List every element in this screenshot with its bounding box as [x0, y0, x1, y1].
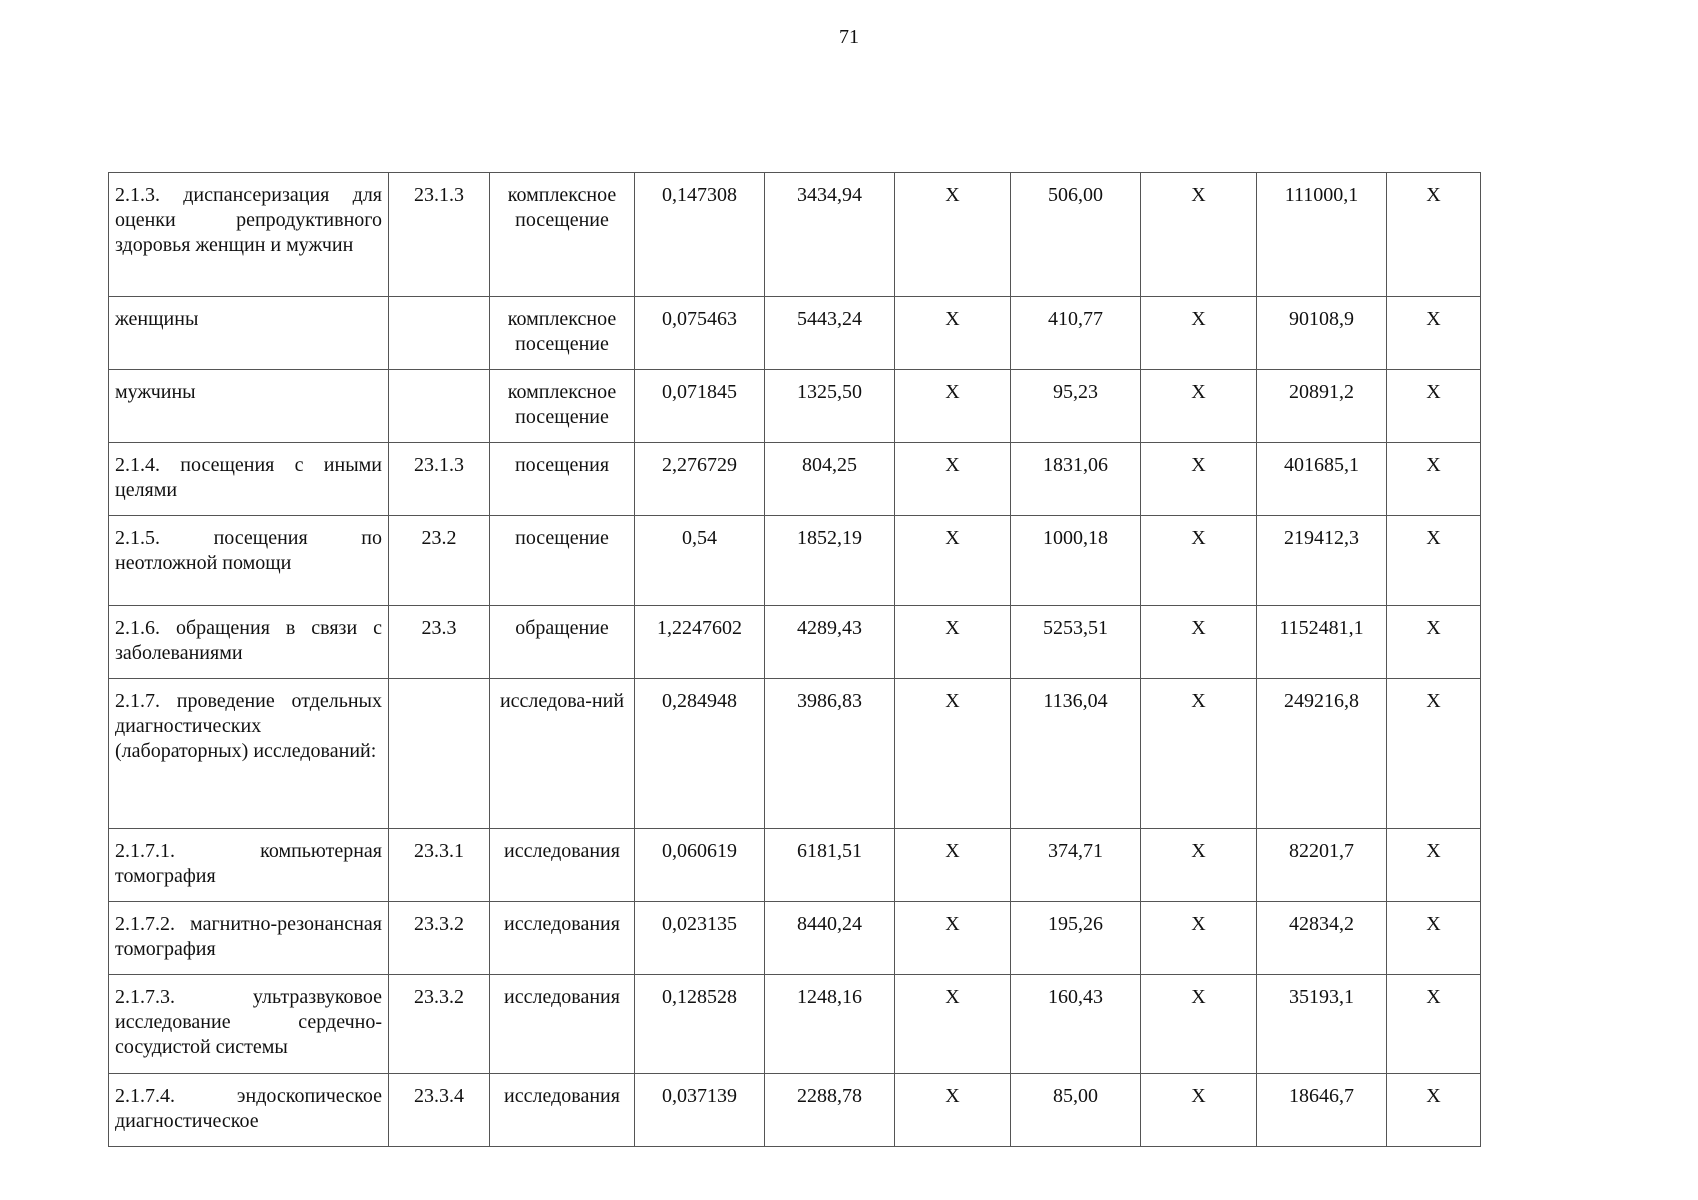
row-col7: 160,43 — [1011, 975, 1141, 1074]
page-number: 71 — [839, 26, 859, 48]
row-norm: 0,128528 — [635, 975, 765, 1074]
row-unit: исследова-ний — [490, 679, 635, 829]
row-code: 23.3.1 — [389, 829, 490, 902]
row-unit: посещения — [490, 443, 635, 516]
row-col8: Х — [1141, 902, 1257, 975]
row-col10: Х — [1387, 297, 1481, 370]
row-norm: 0,060619 — [635, 829, 765, 902]
table-row — [109, 370, 1481, 443]
table-row — [109, 516, 1481, 606]
row-col7: 95,23 — [1011, 370, 1141, 443]
row-col6: Х — [895, 679, 1011, 829]
table-row — [109, 902, 1481, 975]
row-col10: Х — [1387, 516, 1481, 606]
row-col8: Х — [1141, 443, 1257, 516]
row-col6: Х — [895, 1074, 1011, 1147]
table-row — [109, 443, 1481, 516]
row-col9: 249216,8 — [1257, 679, 1387, 829]
row-col10: Х — [1387, 679, 1481, 829]
row-col6: Х — [895, 829, 1011, 902]
row-norm: 1,2247602 — [635, 606, 765, 679]
row-cost: 3434,94 — [765, 173, 895, 297]
row-norm: 2,276729 — [635, 443, 765, 516]
row-name: 2.1.7.2. магнитно-резонансная томография — [109, 902, 389, 975]
row-norm: 0,147308 — [635, 173, 765, 297]
row-col6: Х — [895, 370, 1011, 443]
row-unit: посещение — [490, 516, 635, 606]
row-col6: Х — [895, 606, 1011, 679]
row-code — [389, 370, 490, 443]
row-cost: 4289,43 — [765, 606, 895, 679]
row-col8: Х — [1141, 1074, 1257, 1147]
row-col10: Х — [1387, 443, 1481, 516]
row-col8: Х — [1141, 370, 1257, 443]
row-col10: Х — [1387, 975, 1481, 1074]
row-code: 23.1.3 — [389, 173, 490, 297]
row-col8: Х — [1141, 975, 1257, 1074]
row-name: 2.1.3. диспансеризация для оценки репродуктивного здоровья женщин и мужчин — [109, 173, 389, 297]
row-col6: Х — [895, 173, 1011, 297]
row-unit: исследования — [490, 829, 635, 902]
row-name: 2.1.7. проведение отдельных диагностических (лабораторных) исследований: — [109, 679, 389, 829]
data-table — [108, 172, 1481, 1147]
row-col8: Х — [1141, 297, 1257, 370]
row-col8: Х — [1141, 679, 1257, 829]
row-unit: комплексное посещение — [490, 297, 635, 370]
row-unit: исследования — [490, 975, 635, 1074]
row-unit: исследования — [490, 902, 635, 975]
row-col9: 90108,9 — [1257, 297, 1387, 370]
row-col10: Х — [1387, 829, 1481, 902]
row-col9: 219412,3 — [1257, 516, 1387, 606]
row-norm: 0,071845 — [635, 370, 765, 443]
row-col9: 82201,7 — [1257, 829, 1387, 902]
row-col10: Х — [1387, 370, 1481, 443]
row-name: 2.1.7.1. компьютерная томография — [109, 829, 389, 902]
row-col7: 195,26 — [1011, 902, 1141, 975]
row-col6: Х — [895, 516, 1011, 606]
row-cost: 2288,78 — [765, 1074, 895, 1147]
row-code: 23.3 — [389, 606, 490, 679]
row-norm: 0,075463 — [635, 297, 765, 370]
row-col9: 1152481,1 — [1257, 606, 1387, 679]
row-col6: Х — [895, 443, 1011, 516]
row-col8: Х — [1141, 829, 1257, 902]
row-norm: 0,284948 — [635, 679, 765, 829]
row-code — [389, 679, 490, 829]
row-col7: 85,00 — [1011, 1074, 1141, 1147]
row-name: 2.1.4. посещения с иными целями — [109, 443, 389, 516]
row-col7: 1136,04 — [1011, 679, 1141, 829]
row-unit: обращение — [490, 606, 635, 679]
table-row — [109, 606, 1481, 679]
row-col7: 506,00 — [1011, 173, 1141, 297]
row-col10: Х — [1387, 902, 1481, 975]
row-col7: 1000,18 — [1011, 516, 1141, 606]
row-name: 2.1.5. посещения по неотложной помощи — [109, 516, 389, 606]
row-code: 23.2 — [389, 516, 490, 606]
row-col7: 410,77 — [1011, 297, 1141, 370]
row-col7: 1831,06 — [1011, 443, 1141, 516]
row-cost: 6181,51 — [765, 829, 895, 902]
row-col6: Х — [895, 975, 1011, 1074]
row-name: женщины — [109, 297, 389, 370]
row-name: 2.1.7.3. ультразвуковое исследование сердечно-сосудистой системы — [109, 975, 389, 1074]
table-row — [109, 829, 1481, 902]
row-col6: Х — [895, 297, 1011, 370]
row-code: 23.1.3 — [389, 443, 490, 516]
table-row — [109, 297, 1481, 370]
row-name: 2.1.7.4. эндоскопическое диагностическое — [109, 1074, 389, 1147]
row-norm: 0,037139 — [635, 1074, 765, 1147]
row-norm: 0,023135 — [635, 902, 765, 975]
row-col10: Х — [1387, 1074, 1481, 1147]
row-col9: 401685,1 — [1257, 443, 1387, 516]
row-norm: 0,54 — [635, 516, 765, 606]
row-cost: 8440,24 — [765, 902, 895, 975]
row-cost: 1325,50 — [765, 370, 895, 443]
row-col9: 20891,2 — [1257, 370, 1387, 443]
table-row — [109, 679, 1481, 829]
row-col7: 374,71 — [1011, 829, 1141, 902]
row-col8: Х — [1141, 606, 1257, 679]
row-col10: Х — [1387, 606, 1481, 679]
row-unit: исследования — [490, 1074, 635, 1147]
row-col7: 5253,51 — [1011, 606, 1141, 679]
row-cost: 5443,24 — [765, 297, 895, 370]
row-code: 23.3.4 — [389, 1074, 490, 1147]
row-code — [389, 297, 490, 370]
row-unit: комплексное посещение — [490, 370, 635, 443]
row-col10: Х — [1387, 173, 1481, 297]
row-name: 2.1.6. обращения в связи с заболеваниями — [109, 606, 389, 679]
row-name: мужчины — [109, 370, 389, 443]
row-col9: 35193,1 — [1257, 975, 1387, 1074]
row-code: 23.3.2 — [389, 975, 490, 1074]
row-unit: комплексное посещение — [490, 173, 635, 297]
row-cost: 1852,19 — [765, 516, 895, 606]
row-col9: 111000,1 — [1257, 173, 1387, 297]
table-row — [109, 975, 1481, 1074]
row-cost: 1248,16 — [765, 975, 895, 1074]
row-cost: 804,25 — [765, 443, 895, 516]
row-col9: 42834,2 — [1257, 902, 1387, 975]
table-row — [109, 1074, 1481, 1147]
row-code: 23.3.2 — [389, 902, 490, 975]
row-col6: Х — [895, 902, 1011, 975]
row-col8: Х — [1141, 516, 1257, 606]
row-col9: 18646,7 — [1257, 1074, 1387, 1147]
row-col8: Х — [1141, 173, 1257, 297]
row-cost: 3986,83 — [765, 679, 895, 829]
table-row — [109, 173, 1481, 297]
